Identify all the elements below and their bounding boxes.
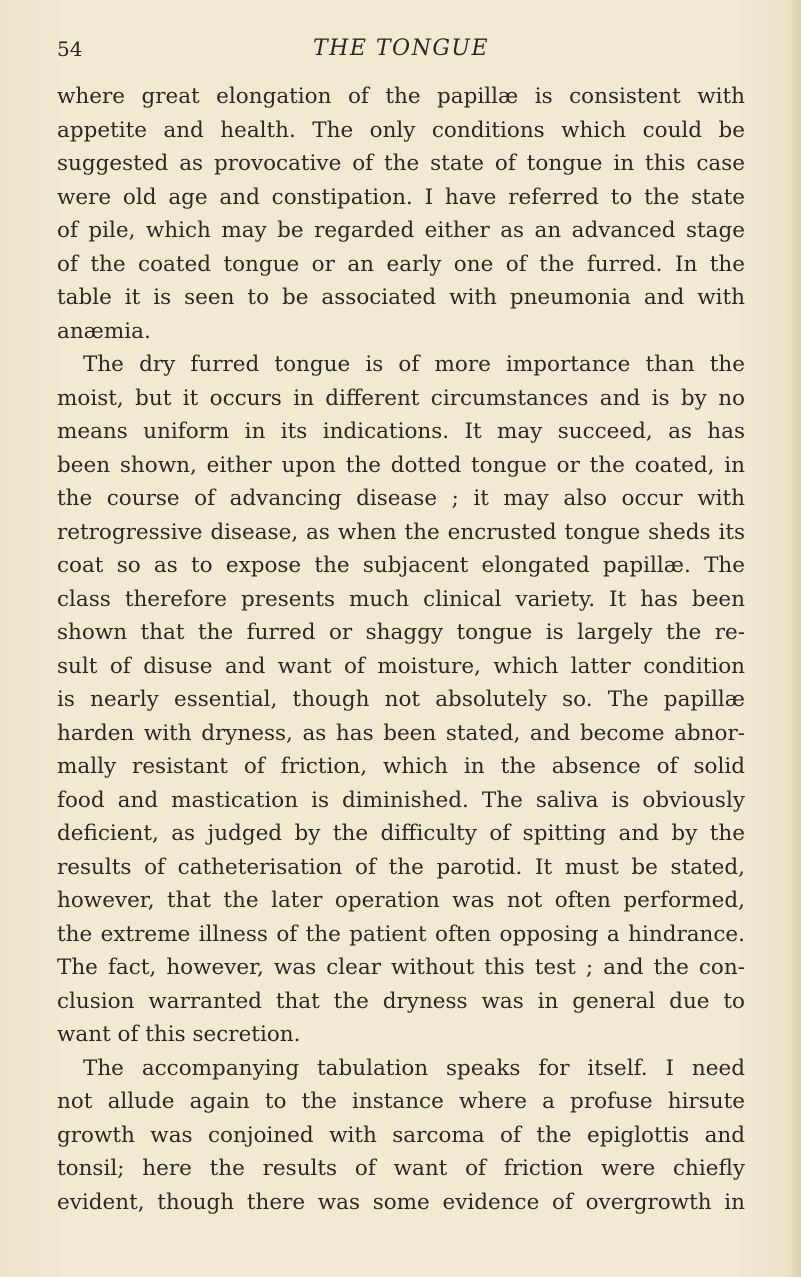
text-line: not allude again to the instance where a profuse hirsute (57, 1089, 745, 1114)
text-line: retrogressive disease, as when the encrusted tongue sheds its (57, 519, 745, 545)
text-line: growth was conjoined with sarcoma of the epiglottis and (57, 1122, 745, 1148)
text-line: The dry furred tongue is of more importance than the (83, 352, 745, 377)
text-line: want of this secretion. (57, 1022, 301, 1047)
text-line: appetite and health. The only conditions which could be (57, 117, 745, 143)
text-line: deficient, as judged by the difficulty of spitting and by the (57, 821, 745, 846)
text-line: shown that the furred or shaggy tongue is largely the re- (57, 620, 745, 645)
text-line: results of catheterisation of the parotid. It must be stated, (57, 854, 745, 880)
text-line: clusion warranted that the dryness was in general due to (57, 988, 745, 1014)
body-text (57, 80, 745, 1219)
text-line: The fact, however, was clear without this test ; and the con- (57, 955, 745, 980)
text-line: were old age and constipation. I have referred to the state (57, 184, 745, 210)
text-line: moist, but it occurs in different circumstances and is by no (57, 385, 745, 411)
text-line: is nearly essential, though not absolutely so. The papillæ (57, 687, 745, 712)
text-line: class therefore presents much clinical variety. It has been (57, 586, 745, 612)
text-line: the extreme illness of the patient often opposing a hindrance. (57, 921, 745, 947)
running-title: THE TONGUE (312, 36, 490, 61)
page-number: 54 (57, 37, 83, 61)
text-line: anæmia. (57, 318, 151, 344)
text-line: the course of advancing disease ; it may also occur with (57, 486, 745, 511)
page-gutter-shadow (789, 0, 801, 1277)
text-line: mally resistant of friction, which in the absence of solid (57, 754, 745, 779)
text-line: food and mastication is diminished. The saliva is obviously (57, 787, 745, 813)
text-line: of the coated tongue or an early one of the furred. In the (57, 251, 745, 277)
text-line: tonsil; here the results of want of friction were chiefly (57, 1156, 745, 1181)
running-header (57, 34, 745, 68)
text-line: coat so as to expose the subjacent elongated papillæ. The (57, 553, 745, 578)
text-line: harden with dryness, as has been stated, and become abnor- (57, 720, 745, 746)
text-line: means uniform in its indications. It may succeed, as has (57, 419, 745, 444)
text-line: suggested as provocative of the state of tongue in this case (57, 151, 745, 176)
text-line: been shown, either upon the dotted tongue or the coated, in (57, 452, 745, 478)
text-line: where great elongation of the papillæ is consistent with (57, 84, 745, 109)
text-line: however, that the later operation was not often performed, (57, 888, 745, 913)
text-line: of pile, which may be regarded either as an advanced stage (57, 218, 745, 243)
text-line: sult of disuse and want of moisture, which latter condition (57, 653, 745, 679)
text-line: The accompanying tabulation speaks for itself. I need (83, 1055, 745, 1081)
text-line: evident, though there was some evidence of overgrowth in (57, 1189, 745, 1215)
text-line: table it is seen to be associated with pneumonia and with (57, 285, 745, 310)
